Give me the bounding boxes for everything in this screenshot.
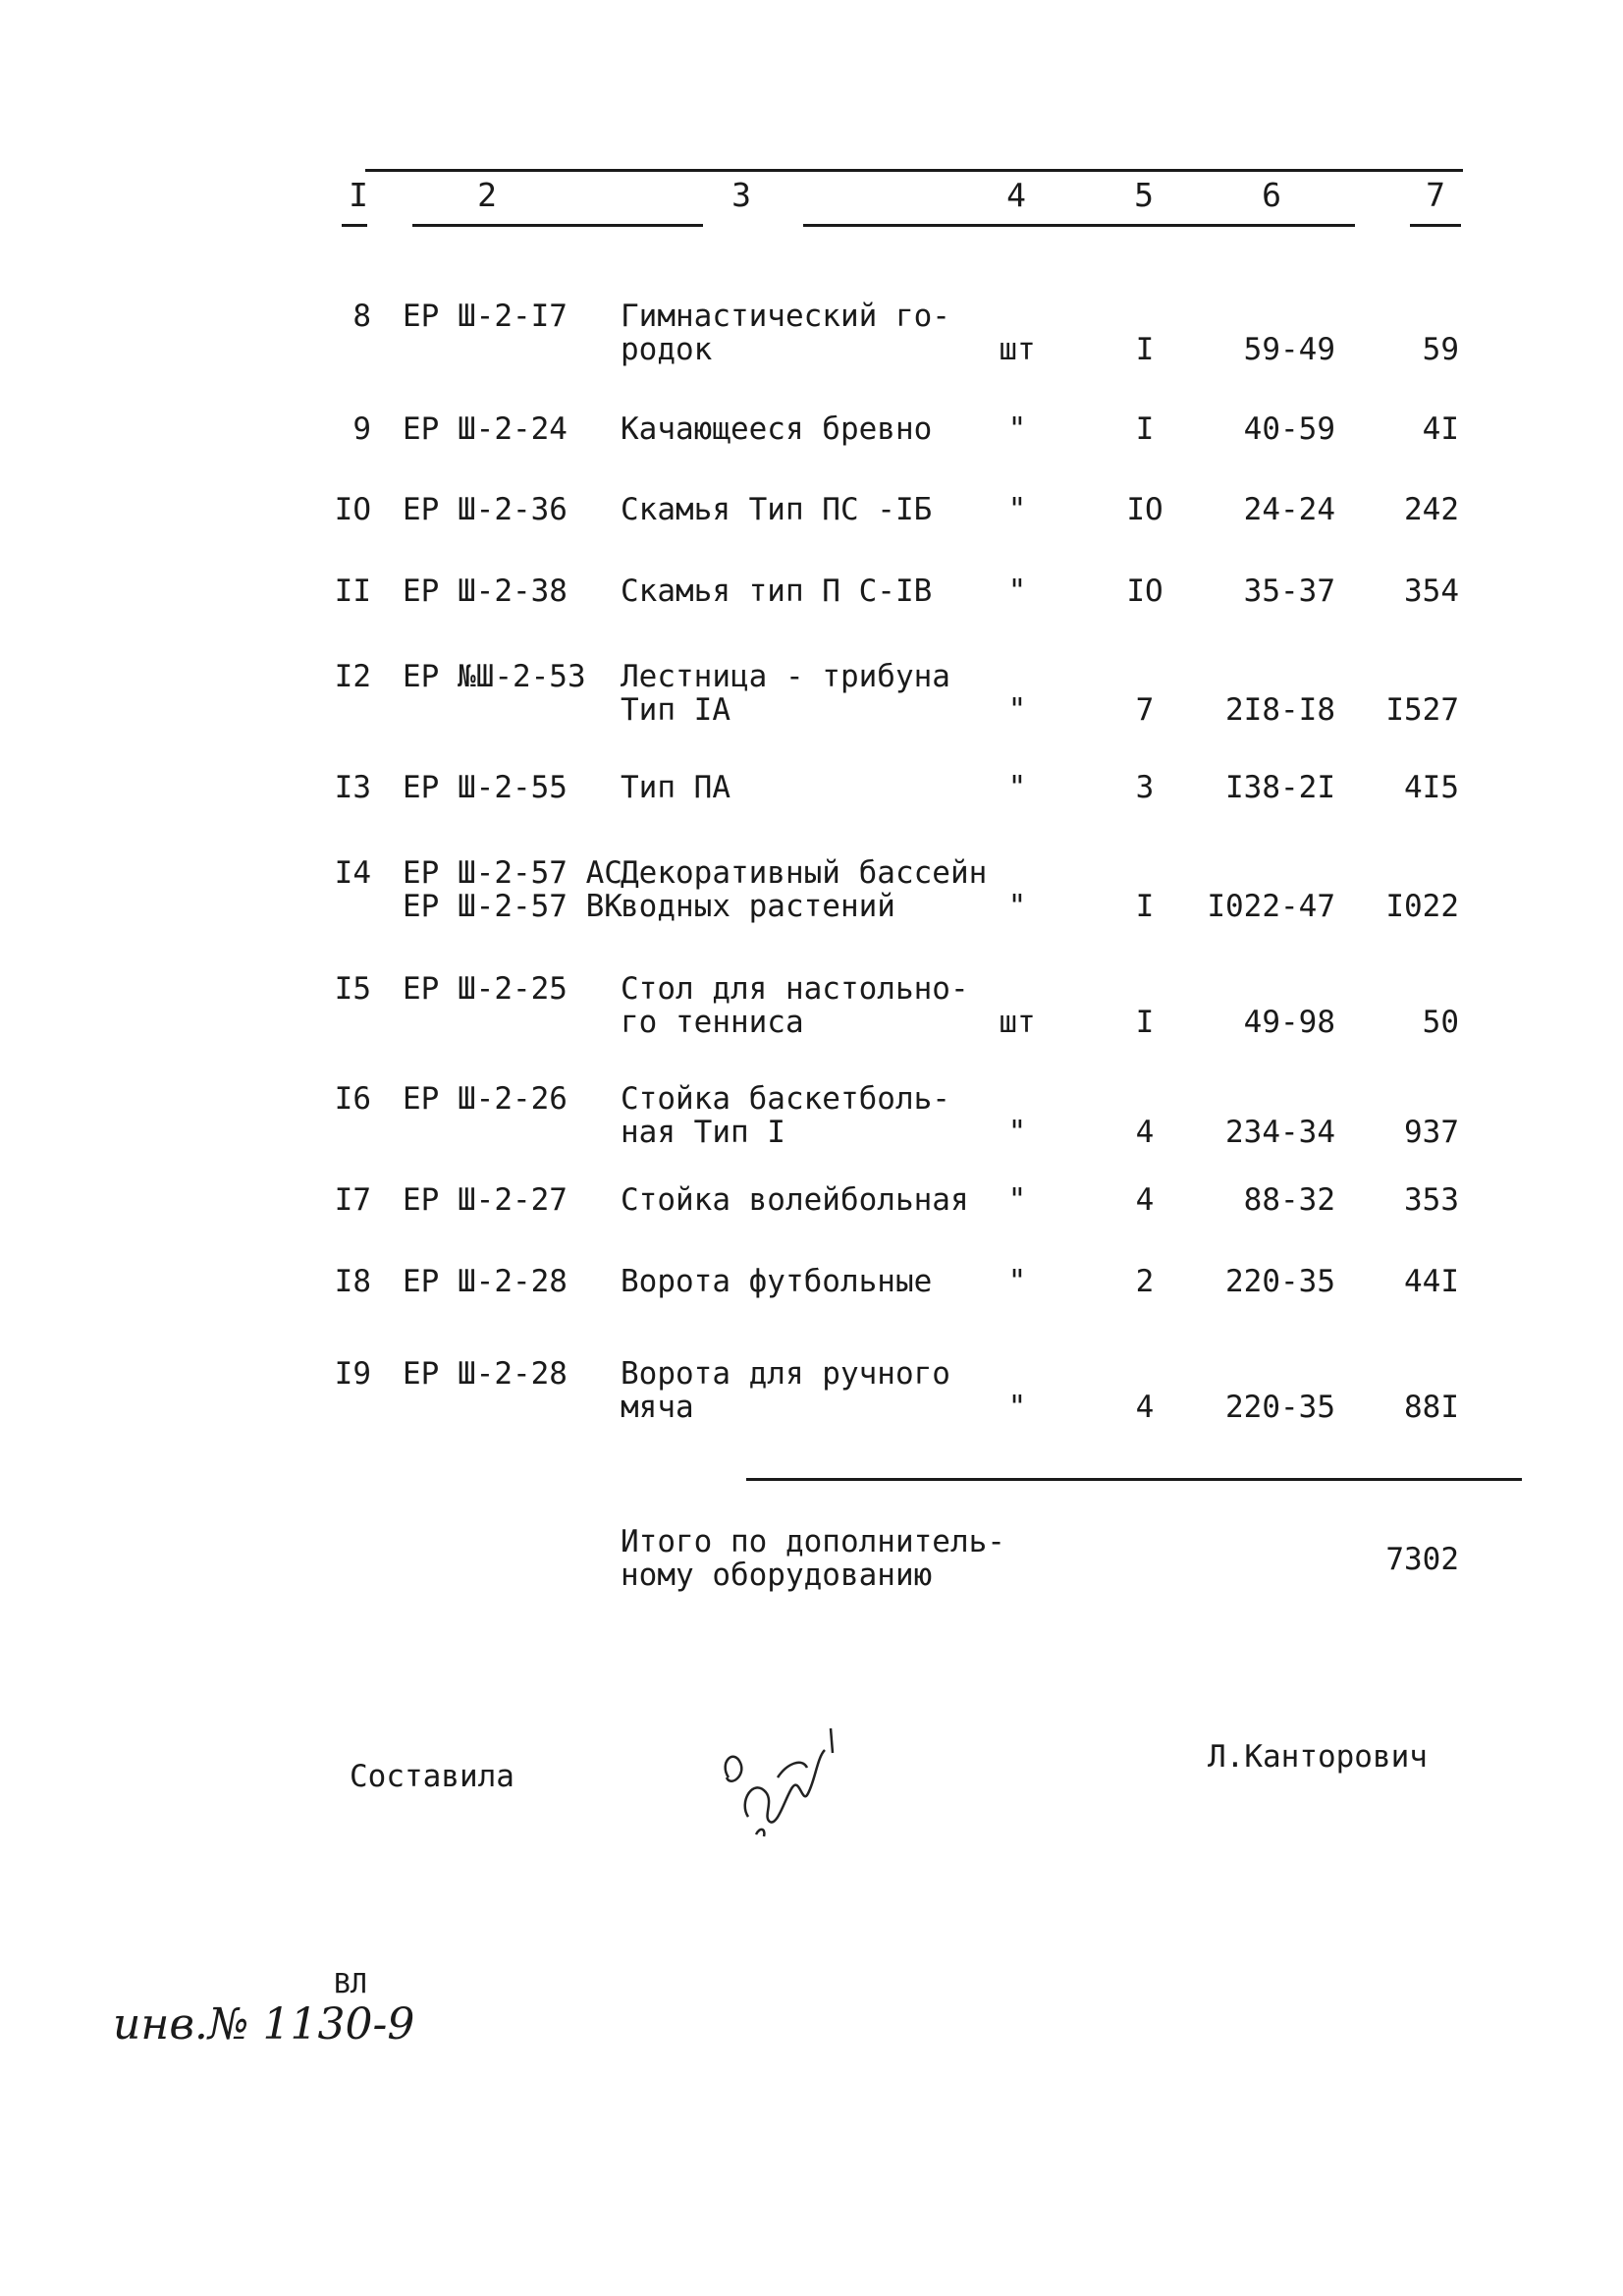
row-price: 35-37 [1243,574,1335,609]
row-price: 59-49 [1243,332,1335,367]
row-name-second: Тип IА [621,692,730,728]
row-code: ЕР Ш-2-36 [403,492,568,527]
row-quantity: I [1135,1005,1155,1040]
row-name: Ворота футбольные [621,1264,933,1299]
row-unit: " [1007,1115,1027,1150]
row-number: 8 [352,299,371,334]
row-price: 49-98 [1243,1005,1335,1040]
row-price: 220-35 [1225,1390,1335,1425]
row-price: 88-32 [1243,1182,1335,1218]
header-underline-7 [1410,224,1461,227]
row-name: Стойка волейбольная [621,1182,969,1218]
row-name: Стойка баскетболь- [621,1081,950,1117]
row-name: Гимнастический го- [621,299,950,334]
header-underline-2 [412,224,703,227]
row-total: 4I5 [1404,770,1459,805]
row-total: 354 [1404,574,1459,609]
row-number: I6 [334,1081,371,1117]
row-total: 4I [1422,411,1459,447]
row-unit: " [1007,492,1027,527]
row-code: ЕР Ш-2-24 [403,411,568,447]
row-name: Ворота для ручного [621,1356,950,1392]
header-underline-1 [342,224,367,227]
column-header-5: 5 [1134,176,1154,214]
row-price: 2I8-I8 [1225,692,1335,728]
row-code: ЕР №Ш-2-53 [403,659,586,694]
row-name-second: родок [621,332,713,367]
row-number: I7 [334,1182,371,1218]
row-quantity: 4 [1135,1182,1155,1218]
signature-scribble-icon [709,1709,856,1856]
row-unit: шт [999,1005,1036,1040]
compiled-label: Составила [350,1759,514,1794]
row-number: II [334,574,371,609]
row-quantity: IO [1126,492,1163,527]
row-code-second: ЕР Ш-2-57 ВК [403,889,622,924]
row-name: Скамья тип П С-IВ [621,574,933,609]
row-price: I38-2I [1225,770,1335,805]
row-code: ЕР Ш-2-28 [403,1356,568,1392]
row-name-second: мяча [621,1390,694,1425]
column-header-7: 7 [1426,176,1445,214]
row-unit: " [1007,1390,1027,1425]
row-price: 220-35 [1225,1264,1335,1299]
row-quantity: 4 [1135,1115,1155,1150]
row-unit: " [1007,1182,1027,1218]
row-quantity: I [1135,411,1155,447]
row-unit: " [1007,574,1027,609]
row-name: Декоративный бассейн [621,855,988,891]
row-name-second: водных растений [621,889,895,924]
row-number: I2 [334,659,371,694]
row-number: IO [334,492,371,527]
row-total: I022 [1385,889,1459,924]
signer-name: Л.Канторович [1208,1739,1428,1775]
row-quantity: I [1135,889,1155,924]
row-total: 59 [1422,332,1459,367]
row-number: I3 [334,770,371,805]
row-quantity: I [1135,332,1155,367]
row-unit: шт [999,332,1036,367]
row-quantity: 2 [1135,1264,1155,1299]
row-total: 937 [1404,1115,1459,1150]
row-number: 9 [352,411,371,447]
inventory-number: инв.№ 1130-9 [113,1999,415,2050]
summary-label-line1: Итого по дополнитель- [621,1524,1005,1559]
row-code: ЕР Ш-2-I7 [403,299,568,334]
row-quantity: 3 [1135,770,1155,805]
row-total: 50 [1422,1005,1459,1040]
column-header-3: 3 [731,176,751,214]
summary-rule [746,1478,1522,1481]
row-unit: " [1007,770,1027,805]
row-name: Скамья Тип ПС -IБ [621,492,933,527]
column-header-6: 6 [1262,176,1281,214]
initials: ВЛ [334,1967,367,1999]
summary-label-line2: ному оборудованию [621,1558,933,1593]
row-quantity: 7 [1135,692,1155,728]
row-number: I8 [334,1264,371,1299]
column-header-1: I [349,176,368,214]
row-unit: " [1007,1264,1027,1299]
row-name: Качающееся бревно [621,411,933,447]
column-header-4: 4 [1006,176,1026,214]
row-code: ЕР Ш-2-27 [403,1182,568,1218]
row-total: 44I [1404,1264,1459,1299]
row-price: 40-59 [1243,411,1335,447]
row-total: 242 [1404,492,1459,527]
row-quantity: IO [1126,574,1163,609]
row-name: Тип ПА [621,770,730,805]
row-price: I022-47 [1207,889,1335,924]
top-rule [365,169,1463,172]
row-price: 24-24 [1243,492,1335,527]
row-code: ЕР Ш-2-57 АС [403,855,622,891]
row-quantity: 4 [1135,1390,1155,1425]
row-total: 353 [1404,1182,1459,1218]
row-name-second: ная Тип I [621,1115,785,1150]
row-name: Стол для настольно- [621,971,969,1007]
row-number: I9 [334,1356,371,1392]
row-total: 88I [1404,1390,1459,1425]
row-number: I4 [334,855,371,891]
row-price: 234-34 [1225,1115,1335,1150]
column-header-2: 2 [477,176,497,214]
row-code: ЕР Ш-2-38 [403,574,568,609]
row-code: ЕР Ш-2-26 [403,1081,568,1117]
row-name-second: го тенниса [621,1005,804,1040]
row-total: I527 [1385,692,1459,728]
summary-total: 7302 [1385,1542,1459,1577]
row-unit: " [1007,692,1027,728]
row-name: Лестница - трибуна [621,659,950,694]
row-code: ЕР Ш-2-28 [403,1264,568,1299]
header-underline-3 [803,224,1355,227]
signature [709,1709,856,1856]
row-code: ЕР Ш-2-55 [403,770,568,805]
row-number: I5 [334,971,371,1007]
row-code: ЕР Ш-2-25 [403,971,568,1007]
row-unit: " [1007,889,1027,924]
row-unit: " [1007,411,1027,447]
